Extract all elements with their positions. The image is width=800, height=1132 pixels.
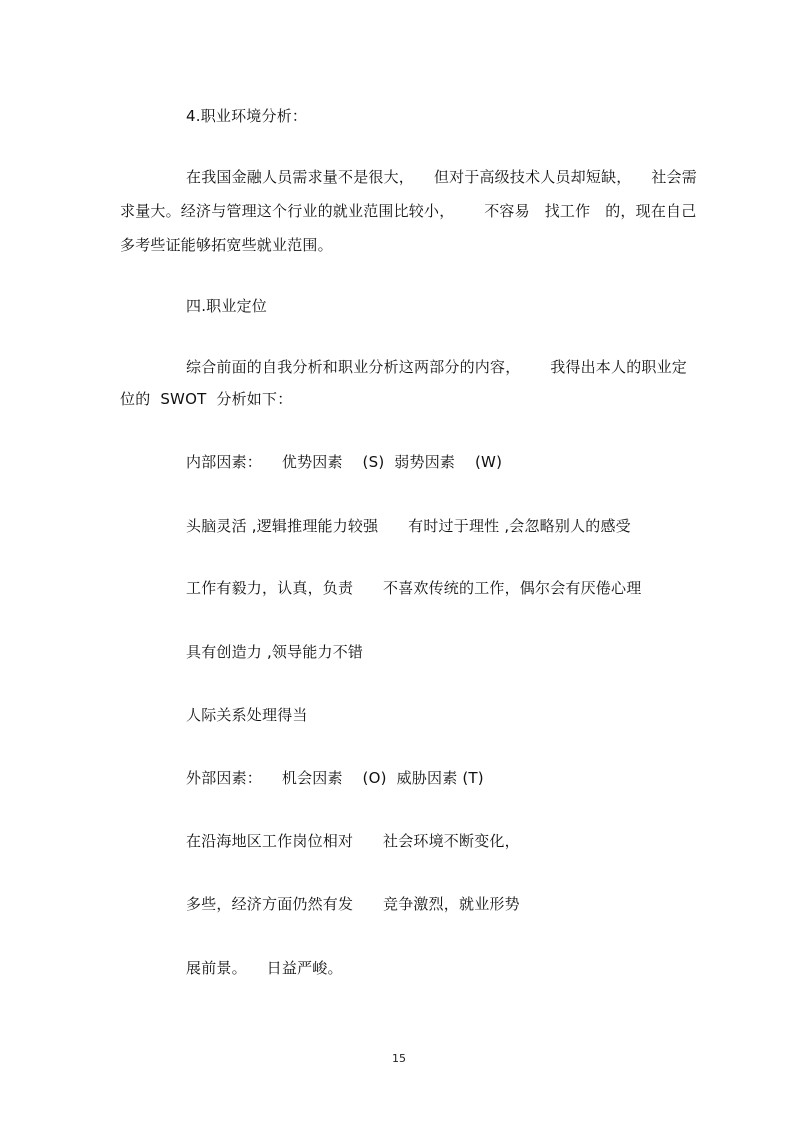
- paragraph-line: 在我国金融人员需求量不是很大， 但对于高级技术人员却短缺， 社会需: [186, 168, 697, 186]
- section-heading-career-positioning: 四.职业定位: [186, 297, 267, 315]
- paragraph-line: 位的 SWOT 分析如下：: [120, 390, 293, 408]
- paragraph-line: 综合前面的自我分析和职业分析这两部分的内容， 我得出本人的职业定: [186, 358, 688, 376]
- paragraph-line: 求量大。经济与管理这个行业的就业范围比较小， 不容易 找工作 的，现在自己: [120, 202, 697, 220]
- swot-row: 在沿海地区工作岗位相对 社会环境不断变化，: [186, 832, 520, 850]
- page-number: 15: [392, 1052, 406, 1065]
- paragraph-line: 多考些证能够拓宽些就业范围。: [120, 236, 333, 254]
- section-heading-career-environment: 4.职业环境分析：: [186, 107, 308, 125]
- swot-external-factors-header: 外部因素： 机会因素 (O) 威胁因素 (T): [186, 769, 484, 787]
- swot-row: 具有创造力 ,领导能力不错: [186, 643, 364, 661]
- swot-row: 展前景。 日益严峻。: [186, 959, 343, 977]
- swot-row: 头脑灵活 ,逻辑推理能力较强 有时过于理性 ,会忽略别人的感受: [186, 517, 631, 535]
- swot-row: 人际关系处理得当: [186, 706, 308, 724]
- swot-row: 多些，经济方面仍然有发 竞争激烈，就业形势: [186, 895, 520, 913]
- swot-internal-factors-header: 内部因素： 优势因素 (S) 弱势因素 (W): [186, 453, 503, 471]
- swot-row: 工作有毅力，认真，负责 不喜欢传统的工作，偶尔会有厌倦心理: [186, 579, 642, 597]
